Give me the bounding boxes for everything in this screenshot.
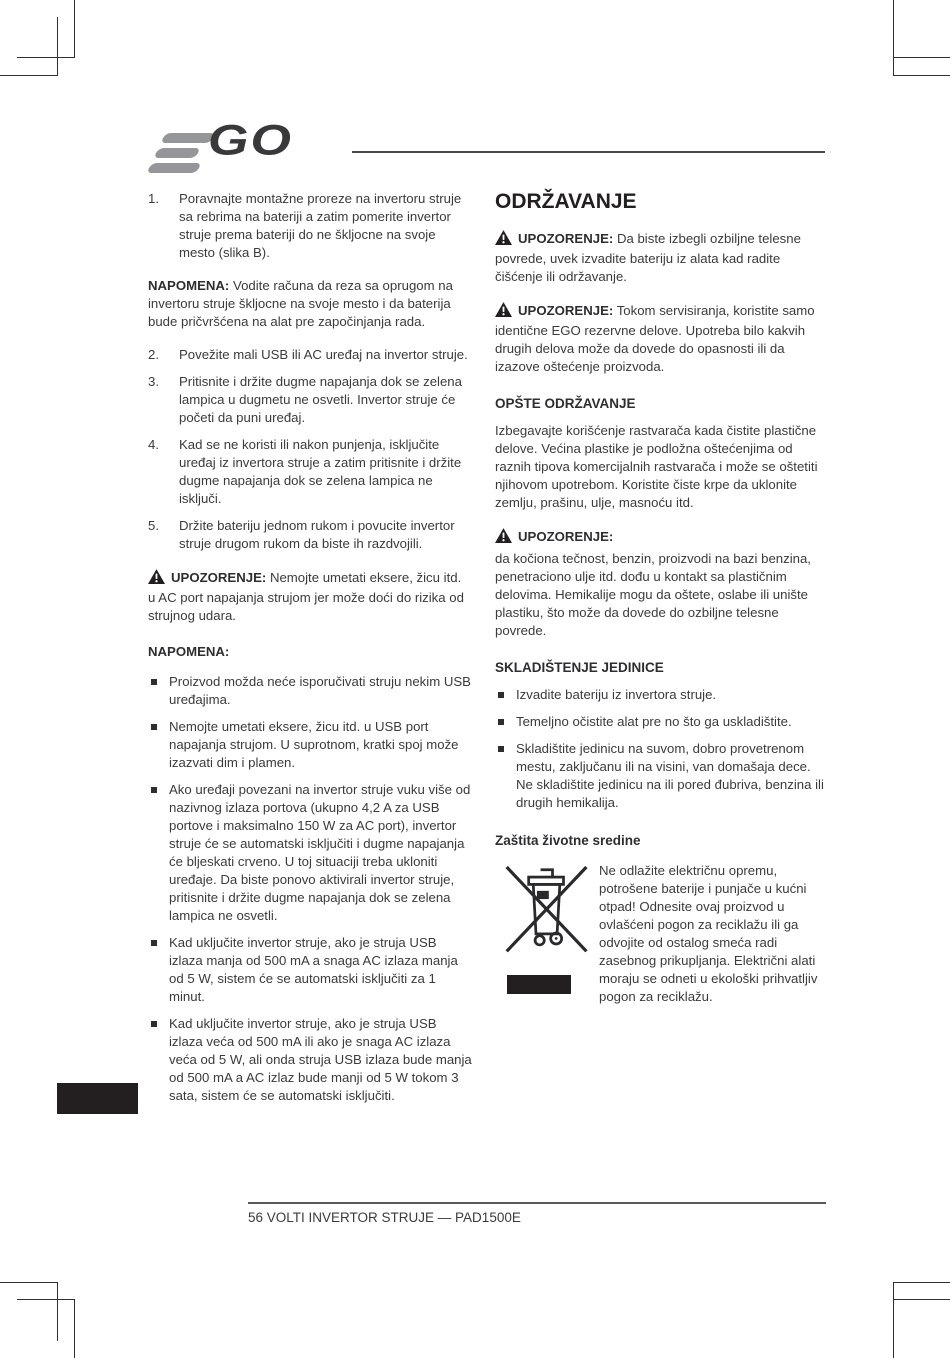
bullet-text: Temeljno očistite alat pre no što ga uskladištite. xyxy=(516,714,792,729)
warning-triangle-icon xyxy=(495,528,512,548)
warning-paragraph xyxy=(495,230,827,286)
subsection-heading: SKLADIŠTENJE JEDINICE xyxy=(495,660,664,675)
warning-text: Da biste izbegli ozbiljne telesne povrede, uvek izvadite bateriju iz alata kad radite čišćenje ili održavanje. xyxy=(495,231,801,284)
crop-mark xyxy=(17,1299,75,1358)
warning-triangle-icon xyxy=(148,569,165,589)
bullet-item xyxy=(148,718,472,772)
bullet-square-icon xyxy=(498,746,504,752)
crop-mark xyxy=(17,0,75,58)
bullet-text: Nemojte umetati eksere, žicu itd. u USB port napajanja strujom. U suprotnom, kratki spoj može izazvati dim i plamen. xyxy=(169,719,459,770)
step-text: Poravnajte montažne proreze na invertoru struje sa rebrima na bateriji a zatim pomerite invertor struje prema bateriji do ne škljocne na svoje mesto (slika B). xyxy=(179,191,462,260)
right-column xyxy=(495,190,827,1020)
crop-mark xyxy=(893,17,950,76)
warning-text: da kočiona tečnost, benzin, proizvodi na bazi benzina, penetraciono ulje itd. dođu u kontakt sa plastičnim delovima. Hemikalije mogu da oštete, oslabe ili unište plastiku, što može da dovede do ozbiljne telesne povrede. xyxy=(495,551,811,638)
bullet-text: Kad uključite invertor struje, ako je struja USB izlaza manja od 500 mA a snaga AC izlaza manja od 5 W, sistem će se automatski isključiti za 1 minut. xyxy=(169,935,458,1004)
step-text: Pritisnite i držite dugme napajanja dok se zelena lampica u dugmetu ne osvetli. Invertor struje će početi da puni uređaj. xyxy=(179,374,462,425)
step-text: Povežite mali USB ili AC uređaj na invertor struje. xyxy=(179,347,468,362)
warning-label: UPOZORENJE: xyxy=(171,570,267,585)
bullet-text: Proizvod možda neće isporučivati struju nekim USB uređajima. xyxy=(169,674,471,707)
ego-logo-go-text: GO xyxy=(208,116,293,165)
bullet-square-icon xyxy=(151,679,157,685)
left-column xyxy=(148,190,472,1114)
page-index-tab xyxy=(57,1083,138,1114)
step-text: Držite bateriju jednom rukom i povucite invertor struje drugom rukom da biste ih razdvojili. xyxy=(179,518,455,551)
warning-paragraph xyxy=(495,302,827,376)
warning-paragraph xyxy=(148,569,472,625)
bullet-item xyxy=(148,934,472,1006)
numbered-step xyxy=(148,517,472,553)
footer-text: 56 VOLTI INVERTOR STRUJE — PAD1500E xyxy=(248,1210,521,1225)
bullet-item xyxy=(495,713,827,731)
step-number: 3. xyxy=(148,374,159,389)
bullet-square-icon xyxy=(498,692,504,698)
step-number: 2. xyxy=(148,347,159,362)
header-rule xyxy=(352,151,825,153)
crop-mark xyxy=(893,1299,950,1358)
bullet-item xyxy=(495,740,827,812)
step-number: 4. xyxy=(148,437,159,452)
environment-section xyxy=(495,862,827,1020)
crop-mark xyxy=(893,0,950,58)
note-paragraph xyxy=(148,277,472,331)
warning-triangle-icon xyxy=(495,230,512,250)
ego-logo-e-bars-icon xyxy=(148,133,213,178)
numbered-step xyxy=(148,190,472,262)
bullet-item xyxy=(495,686,827,704)
warning-label: UPOZORENJE: xyxy=(518,303,614,318)
weee-black-bar xyxy=(507,975,571,994)
numbered-step xyxy=(148,373,472,427)
bullet-square-icon xyxy=(151,940,157,946)
bullet-text: Izvadite bateriju iz invertora struje. xyxy=(516,687,717,702)
bullet-square-icon xyxy=(151,787,157,793)
bullet-item xyxy=(148,673,472,709)
environment-heading: Zaštita životne sredine xyxy=(495,833,641,848)
warning-text: Nemojte umetati eksere, žicu itd. u AC port napajanja strujom jer može doći do rizika od strujnog udara. xyxy=(148,570,464,623)
section-title: ODRŽAVANJE xyxy=(495,190,637,213)
bullet-item xyxy=(148,781,472,925)
step-number: 5. xyxy=(148,518,159,533)
warning-paragraph xyxy=(495,528,827,548)
numbered-step xyxy=(148,436,472,508)
numbered-step xyxy=(148,346,472,364)
bullet-square-icon xyxy=(151,724,157,730)
subsection-heading: OPŠTE ODRŽAVANJE xyxy=(495,396,636,411)
warning-label: UPOZORENJE: xyxy=(518,231,614,246)
step-number: 1. xyxy=(148,191,159,206)
bullet-text: Kad uključite invertor struje, ako je struja USB izlaza veća od 500 mA ili ako je snaga AC izlaza veća od 5 W, ali onda struja USB izlaza bude manja od 500 mA a AC izlaz bude manji od 5 W tokom 3 sata, sistem će se automatski isključiti. xyxy=(169,1016,472,1103)
warning-label: UPOZORENJE: xyxy=(518,529,614,544)
step-text: Kad se ne koristi ili nakon punjenja, isključite uređaj iz invertora struje a zatim pritisnite i držite dugme napajanja dok se zelena lampica ne isključi. xyxy=(179,437,462,506)
bullet-text: Skladištite jedinicu na suvom, dobro provetrenom mestu, zaključanu ili na visini, van domašaja dece. Ne skladištite jedinicu na ili pored đubriva, benzina ili drugih hemikalija. xyxy=(516,741,824,810)
note-label: NAPOMENA: xyxy=(148,644,230,659)
bullet-square-icon xyxy=(151,1021,157,1027)
weee-crossed-bin-icon xyxy=(495,862,599,1020)
note-text: Vodite računa da reza sa oprugom na invertoru struje škljocne na svoje mesto i da baterija bude pričvršćena na alat pre započinjanja rada. xyxy=(148,278,453,329)
crop-mark xyxy=(0,17,58,76)
body-paragraph: Izbegavajte korišćenje rastvarača kada čistite plastične delove. Većina plastike je podložna oštećenjima od raznih tipova komercijalnih rastvarača i može se oštetiti njihovom upotrebom. Koristite čiste krpe da uklonite zemlju, prašinu, ulje, masnoću itd. xyxy=(495,423,818,510)
environment-text: Ne odlažite električnu opremu, potrošene baterije i punjače u kućni otpad! Odnesite ovaj proizvod u ovlašćeni pogon za reciklažu ili ga odvojite od ostalog smeća radi zasebnog prikupljanja. Električni alati moraju se odneti u ekološki prihvatljiv pogon za reciklažu. xyxy=(599,863,818,1004)
bullet-square-icon xyxy=(498,719,504,725)
note-label: NAPOMENA: xyxy=(148,278,230,293)
ego-logo xyxy=(148,116,358,181)
warning-triangle-icon xyxy=(495,302,512,322)
crop-mark xyxy=(893,1282,950,1358)
footer-rule xyxy=(248,1202,826,1204)
crop-mark xyxy=(0,1282,58,1341)
bullet-text: Ako uređaji povezani na invertor struje vuku više od nazivnog izlaza portova (ukupno 4,2 A za USB portove i maksimalno 150 W za AC port), invertor struje će se automatski isključiti i dugme napajanja će bljeskati crveno. U toj situaciji treba ukloniti uređaje. Da biste ponovo aktivirali invertor struje, pritisnite i držite dugme napajanja dok se zelena lampica ne osvetli. xyxy=(169,782,471,923)
warning-text: Tokom servisiranja, koristite samo identične EGO rezervne delove. Upotreba bilo kakvih drugih delova može da dovede do opasnosti ili da izazove oštećenje proizvoda. xyxy=(495,303,815,374)
bullet-item xyxy=(148,1015,472,1105)
